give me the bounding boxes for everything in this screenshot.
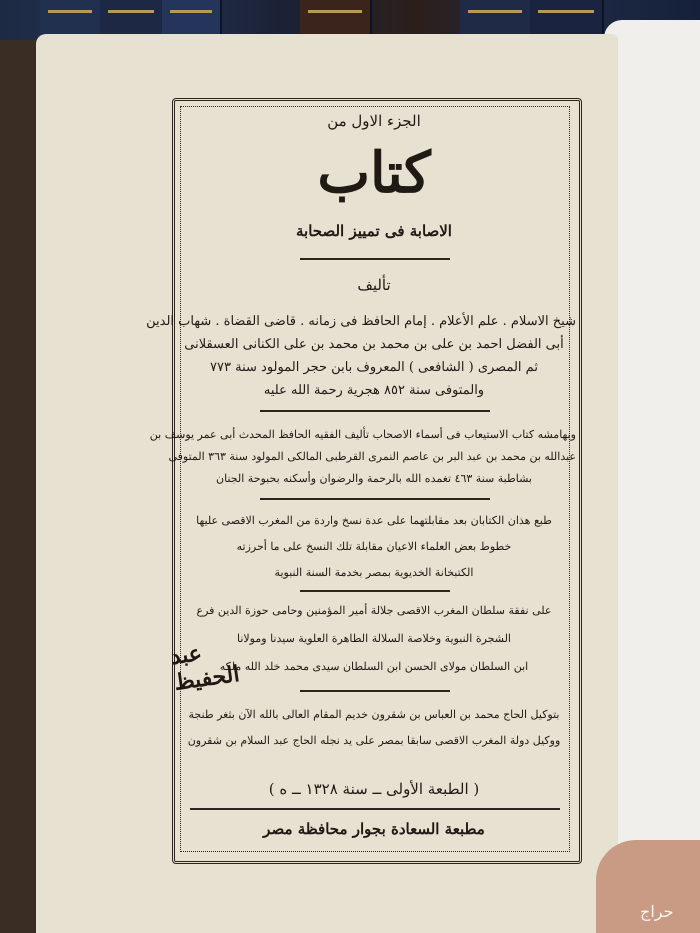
book-word-heading: كتاب xyxy=(317,140,431,206)
divider xyxy=(300,258,450,260)
margin-line: وبهامشه كتاب الاستيعاب فى أسماء الاصحاب تأليف الفقيه الحافظ المحدث أبى عمر يوسف بن xyxy=(149,428,576,441)
divider xyxy=(300,690,450,692)
author-heading: تأليف xyxy=(357,276,391,294)
edition-line: ( الطبعة الأولى ــ سنة ١٣٢٨ ــ ه ) xyxy=(268,780,480,798)
agent-line: ووكيل دولة المغرب الاقصى سابقا بمصر على يد نجله الحاج عبد السلام بن شقرون xyxy=(187,734,561,747)
book-title: الاصابة فى تمييز الصحابة xyxy=(296,222,452,240)
facing-page xyxy=(604,20,700,933)
sultan-signature: عبد الحفيظ xyxy=(168,640,242,696)
margin-line: عبدالله بن محمد بن عبد البر بن عاصم النمرى القرطبى المالكى المولود سنة ٣٦٣ المتوفى xyxy=(168,450,576,463)
book-left-edge xyxy=(0,40,36,933)
print-line: الكتبخانة الخديوية بمصر بخدمة السنة النبوية xyxy=(274,566,474,579)
divider xyxy=(260,498,490,500)
margin-line: بشاطبة سنة ٤٦٣ تغمده الله بالرحمة والرضوان وأسكنه بحبوحة الجنان xyxy=(216,472,532,485)
print-line: طبع هذان الكتابان بعد مقابلتهما على عدة نسخ واردة من المغرب الاقصى عليها xyxy=(196,514,552,527)
divider xyxy=(260,410,490,412)
author-line: أبى الفضل احمد بن على بن محمد بن محمد بن على الكنانى العسقلانى xyxy=(184,337,564,352)
print-line: خطوط بعض العلماء الاعيان مقابلة تلك النسخ على ما أحرزته xyxy=(236,540,512,553)
author-line: ثم المصرى ( الشافعى ) المعروف بابن حجر المولود سنة ٧٧٣ xyxy=(210,360,538,375)
divider xyxy=(300,590,450,592)
press-line: مطبعة السعادة بجوار محافظة مصر xyxy=(263,820,485,838)
author-line: والمتوفى سنة ٨٥٢ هجرية رحمة الله عليه xyxy=(263,383,485,398)
patron-line: على نفقة سلطان المغرب الاقصى جلالة أمير المؤمنين وحامى حوزة الدين فرع xyxy=(196,604,552,617)
watermark-text: حراج xyxy=(640,902,674,921)
divider xyxy=(190,808,560,810)
patron-line: الشجرة النبوية وخلاصة السلالة الطاهرة العلوية سيدنا ومولانا xyxy=(237,632,511,645)
volume-label: الجزء الاول من xyxy=(327,112,421,130)
patron-line: ابن السلطان مولاى الحسن ابن السلطان سيدى محمد خلد الله ملكه xyxy=(219,660,529,673)
agent-line: بتوكيل الحاج محمد بن العباس بن شقرون خديم المقام العالى بالله الآن بثغر طنجة xyxy=(188,708,560,721)
author-line: شيخ الاسلام . علم الأعلام . إمام الحافظ فى زمانه . قاضى القضاة . شهاب الدين xyxy=(146,314,576,329)
